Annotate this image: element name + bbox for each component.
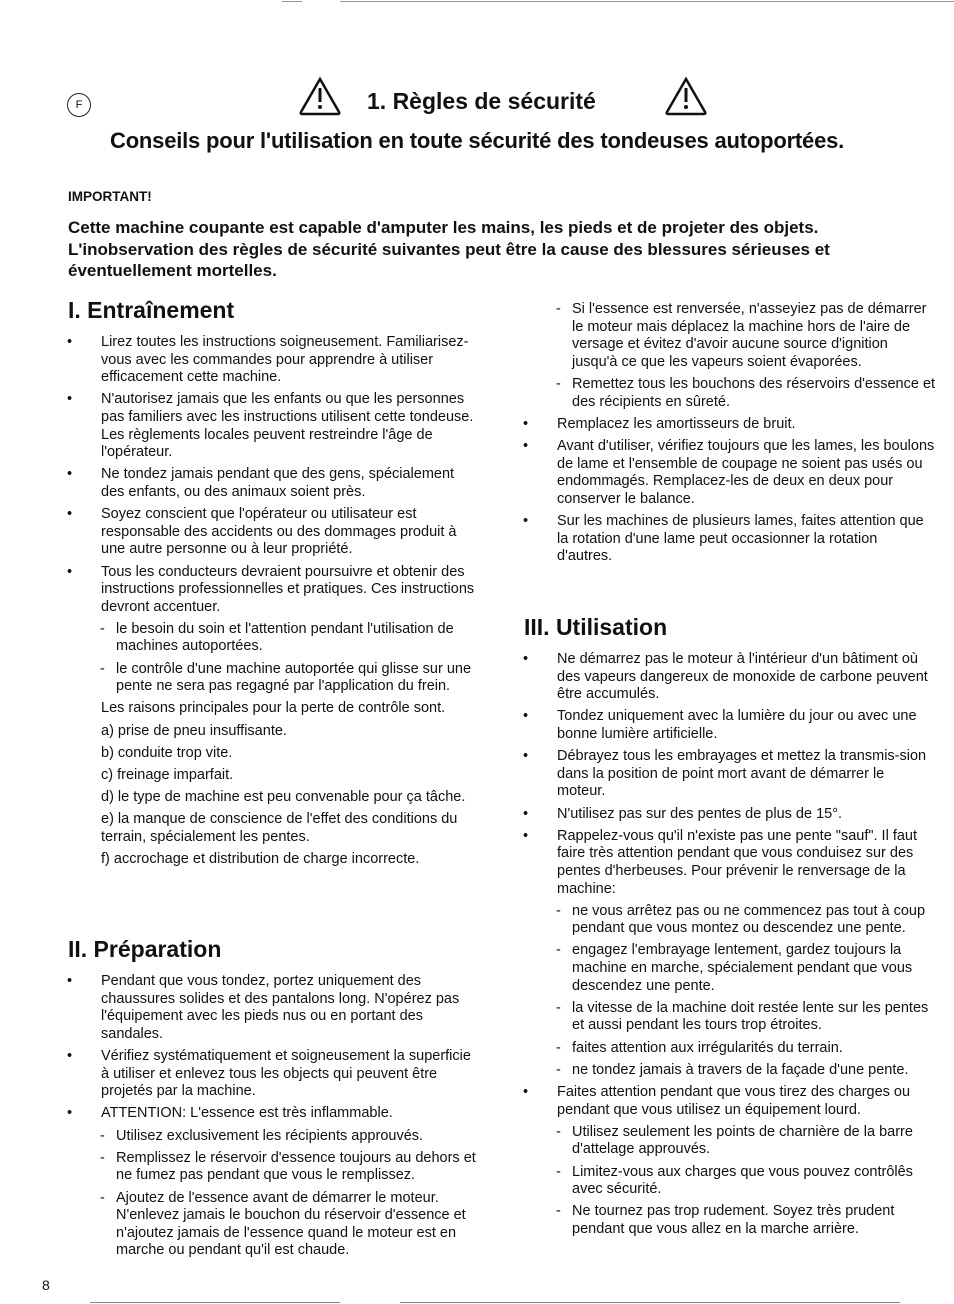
- section-preparation: [68, 935, 478, 1264]
- section-heading: III. Utilisation: [524, 614, 668, 640]
- bullet-item: • Pendant que vous tondez, portez uniquement des chaussures solides et des pantalons long. N'opérez pas l'équipement avec les pieds nus ou en portant des sandales.: [68, 973, 478, 1043]
- important-label: IMPORTANT!: [68, 189, 152, 204]
- intro-warning: Cette machine coupante est capable d'amputer les mains, les pieds et de projeter des objets. L'inobservation des règles de sécurité suivantes peut être la cause des blessures sérieuses et éventuellement mortelles.: [68, 218, 830, 280]
- dash-subitem: - Utilisez exclusivement les récipients approuvés.: [68, 1128, 478, 1146]
- dash-subitem: - ne tondez jamais à travers de la façade d'une pente.: [524, 1062, 936, 1080]
- scan-edge-line: [400, 1302, 900, 1303]
- page-number: 8: [42, 1277, 50, 1293]
- bullet-item: • Remplacez les amortisseurs de bruit.: [524, 416, 936, 434]
- list-item: b) conduite trop vite.: [101, 744, 233, 761]
- item-list: [524, 651, 936, 1239]
- dash-subitem: - Remettez tous les bouchons des réservoirs d'essence et des récipients en sûreté.: [524, 376, 936, 411]
- language-badge: F: [67, 93, 91, 117]
- section-utilisation: [524, 613, 936, 1243]
- bullet-item: • Vérifiez systématiquement et soigneusement la superficie à utiliser et enlevez tous les objects qui peuvent être projetés par la machine.: [68, 1048, 478, 1101]
- preparation-continued: [524, 301, 936, 570]
- bullet-item: • Lirez toutes les instructions soigneusement. Familiarisez-vous avec les commandes pour apprendre à utiliser efficacement cette machine.: [68, 334, 478, 387]
- dash-subitem: - le contrôle d'une machine autoportée qui glisse sur une pente ne sera pas regagné par l'application du frein.: [68, 661, 478, 696]
- warning-triangle-icon: [664, 76, 708, 116]
- list-item: c) freinage imparfait.: [101, 767, 234, 783]
- scan-edge-line: [90, 1302, 340, 1303]
- item-list: [68, 973, 478, 1260]
- subtitle: Conseils pour l'utilisation en toute sécurité des tondeuses autoportées.: [110, 128, 845, 153]
- dash-subitem: - la vitesse de la machine doit restée lente sur les pentes et aussi pendant les tours trop étroites.: [524, 1000, 936, 1035]
- scan-edge-line: [340, 1, 954, 2]
- dash-subitem: - faites attention aux irrégularités du terrain.: [524, 1040, 936, 1058]
- page-title: 1. Règles de sécurité: [367, 88, 596, 114]
- dash-subitem: - Remplissez le réservoir d'essence toujours au dehors et ne fumez pas pendant que vous le remplissez.: [68, 1150, 478, 1185]
- list-item: d) le type de machine est peu convenable pour ça tâche.: [101, 789, 466, 806]
- bullet-item: • Rappelez-vous qu'il n'existe pas une pente "sauf". Il faut faire très attention pendant que vous conduisez sur des pentes d'herbeuses. Pour prévenir le renversage de la machine:: [524, 828, 936, 898]
- section-heading: II. Préparation: [68, 936, 222, 962]
- dash-subitem: - le besoin du soin et l'attention pendant l'utilisation de machines autoportées.: [68, 621, 478, 656]
- item-list: [524, 301, 936, 566]
- bullet-item: • N'autorisez jamais que les enfants ou que les personnes pas familiers avec les instructions utilisent cette tondeuse. Les règlements locales peuvent restreindre l'âge de l'opérateur.: [68, 391, 478, 461]
- dash-subitem: - Utilisez seulement les points de charnière de la barre d'attelage approuvés.: [524, 1124, 936, 1159]
- list-item: Les raisons principales pour la perte de contrôle sont.: [101, 700, 446, 717]
- dash-subitem: - engagez l'embrayage lentement, gardez toujours la machine en marche, spécialement pendant que vous descendez une pente.: [524, 942, 936, 995]
- bullet-item: • N'utilisez pas sur des pentes de plus de 15°.: [524, 806, 936, 824]
- dash-subitem: - Si l'essence est renversée, n'asseyiez pas de démarrer le moteur mais déplacez la machine hors de l'aire de versage et évitez d'avoir aucune source d'ignition jusqu'à ce que les vapeurs soient évaporées.: [524, 301, 936, 371]
- bullet-item: • Ne tondez jamais pendant que des gens, spécialement des enfants, ou des animaux soient près.: [68, 466, 478, 501]
- dash-subitem: - ne vous arrêtez pas ou ne commencez pas tout à coup pendant que vous montez ou descendez une pente.: [524, 903, 936, 938]
- bullet-item: • Soyez conscient que l'opérateur ou utilisateur est responsable des accidents ou des dommages produit à une autre personne ou à leur propriété.: [68, 506, 478, 559]
- list-item: a) prise de pneu insuffisante.: [101, 722, 287, 739]
- bullet-item: • Tous les conducteurs devraient poursuivre et obtenir des instructions professionnelles et pratiques. Ces instructions devront accentuer.: [68, 564, 478, 617]
- bullet-item: • ATTENTION: L'essence est très inflammable.: [68, 1105, 478, 1123]
- dash-subitem: - Ajoutez de l'essence avant de démarrer le moteur. N'enlevez jamais le bouchon du réservoir d'essence et n'ajoutez jamais de l'essence quand le moteur est en marche ou pendant qu'il est chaude.: [68, 1190, 478, 1260]
- bullet-item: • Faites attention pendant que vous tirez des charges ou pendant que vous utilisez un équipement lourd.: [524, 1084, 936, 1119]
- bullet-item: • Avant d'utiliser, vérifiez toujours que les lames, les boulons de lame et l'ensemble de coupage ne soient pas usés ou endommagés. Remplacez-les de deux en deux pour conserver le balance.: [524, 438, 936, 508]
- scan-edge-line: [282, 1, 302, 2]
- bullet-item: • Ne démarrez pas le moteur à l'intérieur d'un bâtiment où des vapeurs dangereux de monoxide de carbone peuvent être accumulés.: [524, 651, 936, 704]
- list-item: f) accrochage et distribution de charge incorrecte.: [101, 851, 420, 868]
- section-heading: I. Entraînement: [68, 297, 235, 323]
- list-item: e) la manque de conscience de l'effet des conditions du terrain, spécialement les pentes.: [101, 811, 458, 845]
- item-list: [68, 334, 478, 869]
- dash-subitem: - Ne tournez pas trop rudement. Soyez très prudent pendant que vous allez en la marche arrière.: [524, 1203, 936, 1238]
- bullet-item: • Sur les machines de plusieurs lames, faites attention que la rotation d'une lame peut occasionner la rotation d'autres.: [524, 513, 936, 566]
- bullet-item: • Débrayez tous les embrayages et mettez la transmis-sion dans la position de point mort avant de démarrer le moteur.: [524, 748, 936, 801]
- bullet-item: • Tondez uniquement avec la lumière du jour ou avec une bonne lumière artificielle.: [524, 708, 936, 743]
- section-entrainement: [68, 296, 478, 873]
- warning-triangle-icon: [298, 76, 342, 116]
- dash-subitem: - Limitez-vous aux charges que vous pouvez contrôlês avec sécurité.: [524, 1164, 936, 1199]
